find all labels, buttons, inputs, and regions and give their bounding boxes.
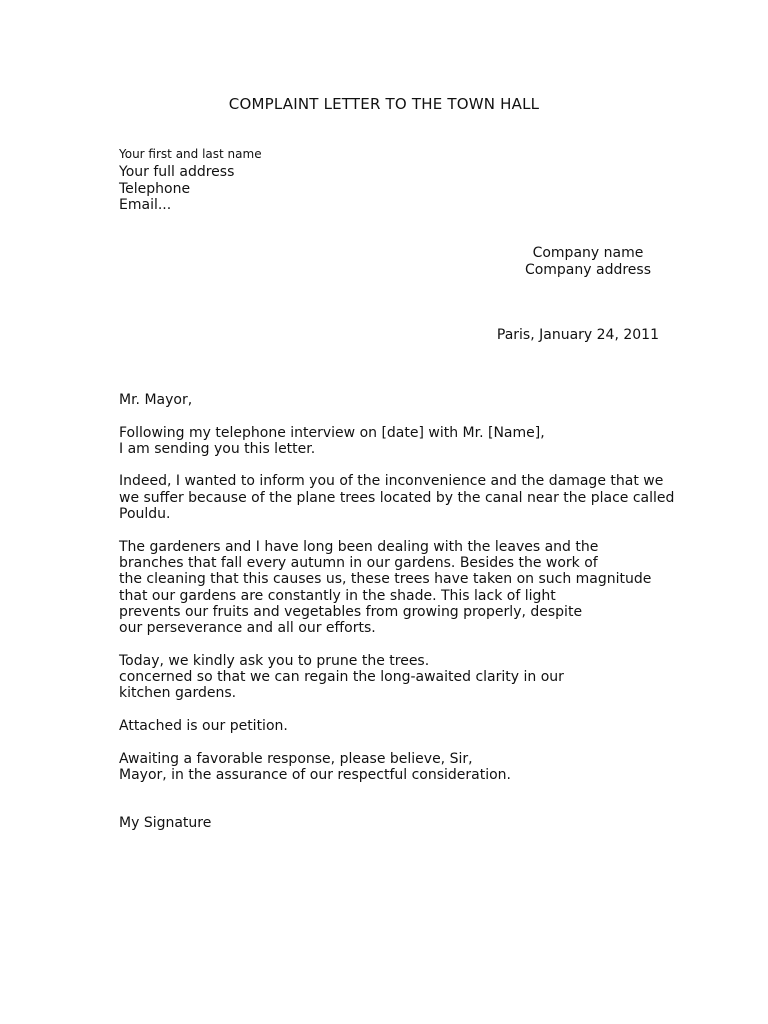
paragraph-line: the cleaning that this causes us, these trees have taken on such magnitude <box>119 571 652 588</box>
paragraph <box>119 718 719 734</box>
paragraph <box>119 653 719 702</box>
paragraph-line: Mayor, in the assurance of our respectful consideration. <box>119 766 512 783</box>
sender-name: Your first and last name <box>119 147 262 161</box>
sender-block <box>119 147 262 214</box>
signature: My Signature <box>119 815 212 832</box>
paragraph-line: concerned so that we can regain the long-awaited clarity in our <box>119 669 564 686</box>
paragraph <box>119 473 719 522</box>
recipient-company-address: Company address <box>524 261 651 278</box>
paragraph-line: prevents our fruits and vegetables from growing properly, despite <box>119 603 583 620</box>
paragraph-line: I am sending you this letter. <box>119 440 316 457</box>
paragraph-line: kitchen gardens. <box>119 685 237 702</box>
sender-telephone: Telephone <box>119 180 191 197</box>
paragraph-line: Indeed, I wanted to inform you of the inconvenience and the damage that we <box>119 473 664 490</box>
paragraph-line: that our gardens are constantly in the shade. This lack of light <box>119 587 556 604</box>
recipient-company-name: Company name <box>532 245 644 261</box>
sender-address: Your full address <box>119 164 235 180</box>
paragraph-line: Pouldu. <box>119 506 171 523</box>
salutation: Mr. Mayor, <box>119 392 193 408</box>
paragraph-line: Today, we kindly ask you to prune the trees. <box>119 652 430 669</box>
recipient-block <box>525 245 651 278</box>
paragraph-line: our perseverance and all our efforts. <box>119 620 376 637</box>
paragraph <box>119 751 719 784</box>
letter-body <box>119 392 719 848</box>
paragraph-line: branches that fall every autumn in our gardens. Besides the work of <box>119 554 598 571</box>
paragraph-line: Following my telephone interview on [date] with Mr. [Name], <box>119 424 545 441</box>
letter-date: Paris, January 24, 2011 <box>496 327 659 343</box>
paragraph-line: we suffer because of the plane trees located by the canal near the place called <box>119 489 675 506</box>
paragraph <box>119 539 719 637</box>
paragraph-line: Attached is our petition. <box>119 717 288 734</box>
paragraph-line: Awaiting a favorable response, please believe, Sir, <box>119 750 473 767</box>
paragraph <box>119 425 719 458</box>
sender-email: Email... <box>119 197 172 213</box>
letter-title: COMPLAINT LETTER TO THE TOWN HALL <box>228 95 540 113</box>
paragraph-line: The gardeners and I have long been dealing with the leaves and the <box>119 538 599 555</box>
